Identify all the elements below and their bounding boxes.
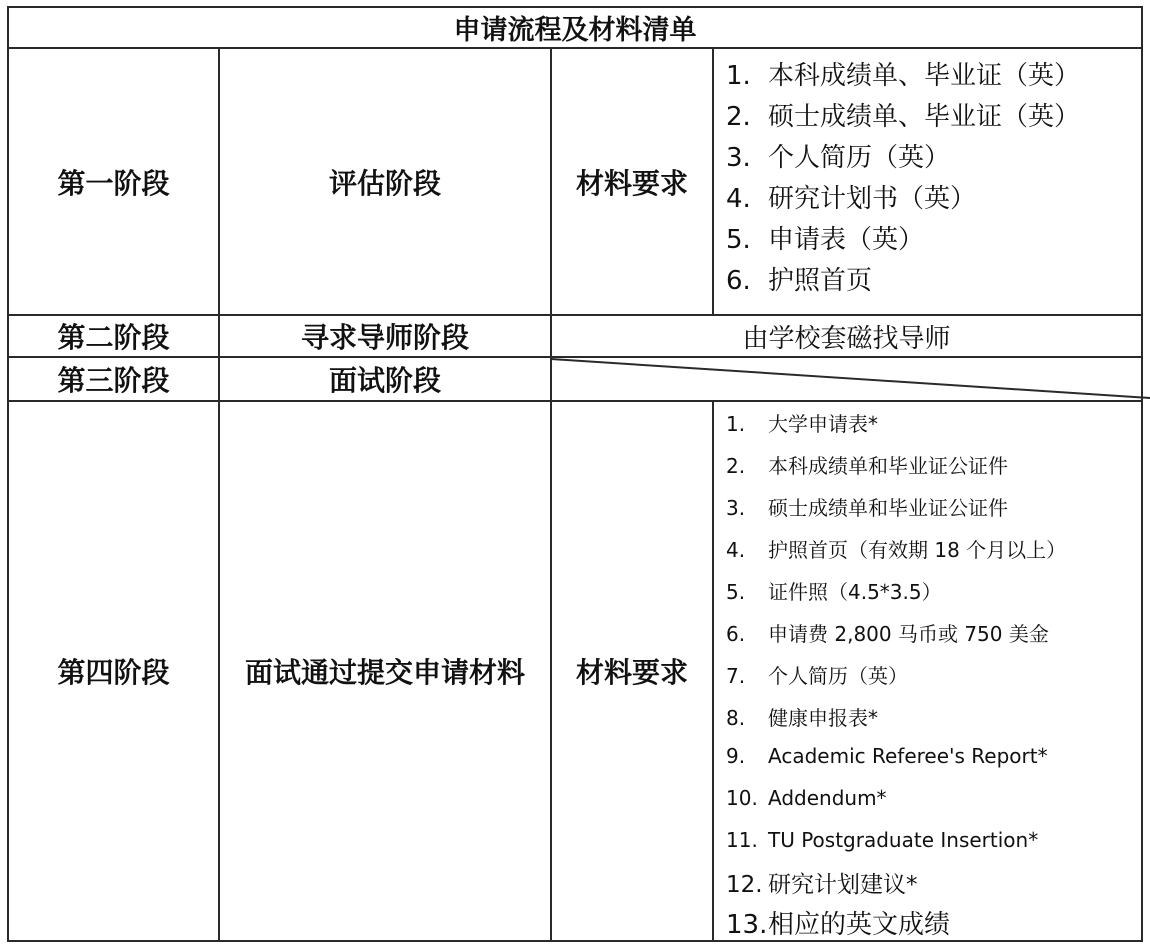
list-item: 6. 申请费 2,800 马币或 750 美金 [726, 622, 1049, 646]
list-item: 8. 健康申报表* [726, 706, 878, 730]
list-item: 3. 硕士成绩单和毕业证公证件 [726, 496, 1008, 520]
stage4-requirements-label: 材料要求 [575, 656, 688, 689]
list-item: 2. 本科成绩单和毕业证公证件 [726, 454, 1008, 478]
list-item: 2. 硕士成绩单、毕业证（英） [726, 102, 1081, 132]
table-title: 申请流程及材料清单 [453, 15, 697, 46]
stage2-label: 第二阶段 [57, 321, 170, 354]
list-item: 6. 护照首页 [726, 266, 873, 296]
list-item: 12. 研究计划建议* [726, 872, 918, 898]
list-item: 1. 大学申请表* [726, 412, 878, 436]
column-divider-3-stage1 [712, 47, 714, 315]
list-item: 11. TU Postgraduate Insertion* [726, 828, 1039, 852]
stage3-phase: 面试阶段 [328, 364, 441, 397]
stage2-note: 由学校套磁找导师 [742, 323, 951, 354]
list-item: 4. 护照首页（有效期 18 个月以上） [726, 538, 1067, 562]
stage1-materials-list [726, 49, 1136, 314]
stage1-phase: 评估阶段 [328, 166, 441, 200]
stage1-label: 第一阶段 [57, 166, 170, 200]
stage3-label: 第三阶段 [57, 364, 170, 397]
diagonal-slash-line [551, 358, 1150, 400]
list-item: 5. 申请表（英） [726, 225, 925, 255]
stage4-materials-list [726, 402, 1140, 940]
list-item: 4. 研究计划书（英） [726, 184, 977, 214]
list-item: 7. 个人简历（英） [726, 664, 908, 688]
list-item: 3. 个人简历（英） [726, 143, 951, 173]
stage4-phase: 面试通过提交申请材料 [244, 656, 525, 689]
list-item: 9. Academic Referee's Report* [726, 744, 1048, 768]
stage2-phase: 寻求导师阶段 [300, 321, 469, 354]
list-item: 5. 证件照（4.5*3.5） [726, 580, 942, 604]
stage1-requirements-label: 材料要求 [575, 166, 688, 200]
column-divider-3-stage4 [712, 400, 714, 942]
list-item: 10. Addendum* [726, 786, 887, 810]
list-item: 1. 本科成绩单、毕业证（英） [726, 61, 1081, 91]
list-item: 13.相应的英文成绩 [726, 910, 951, 940]
stage4-label: 第四阶段 [57, 656, 170, 689]
